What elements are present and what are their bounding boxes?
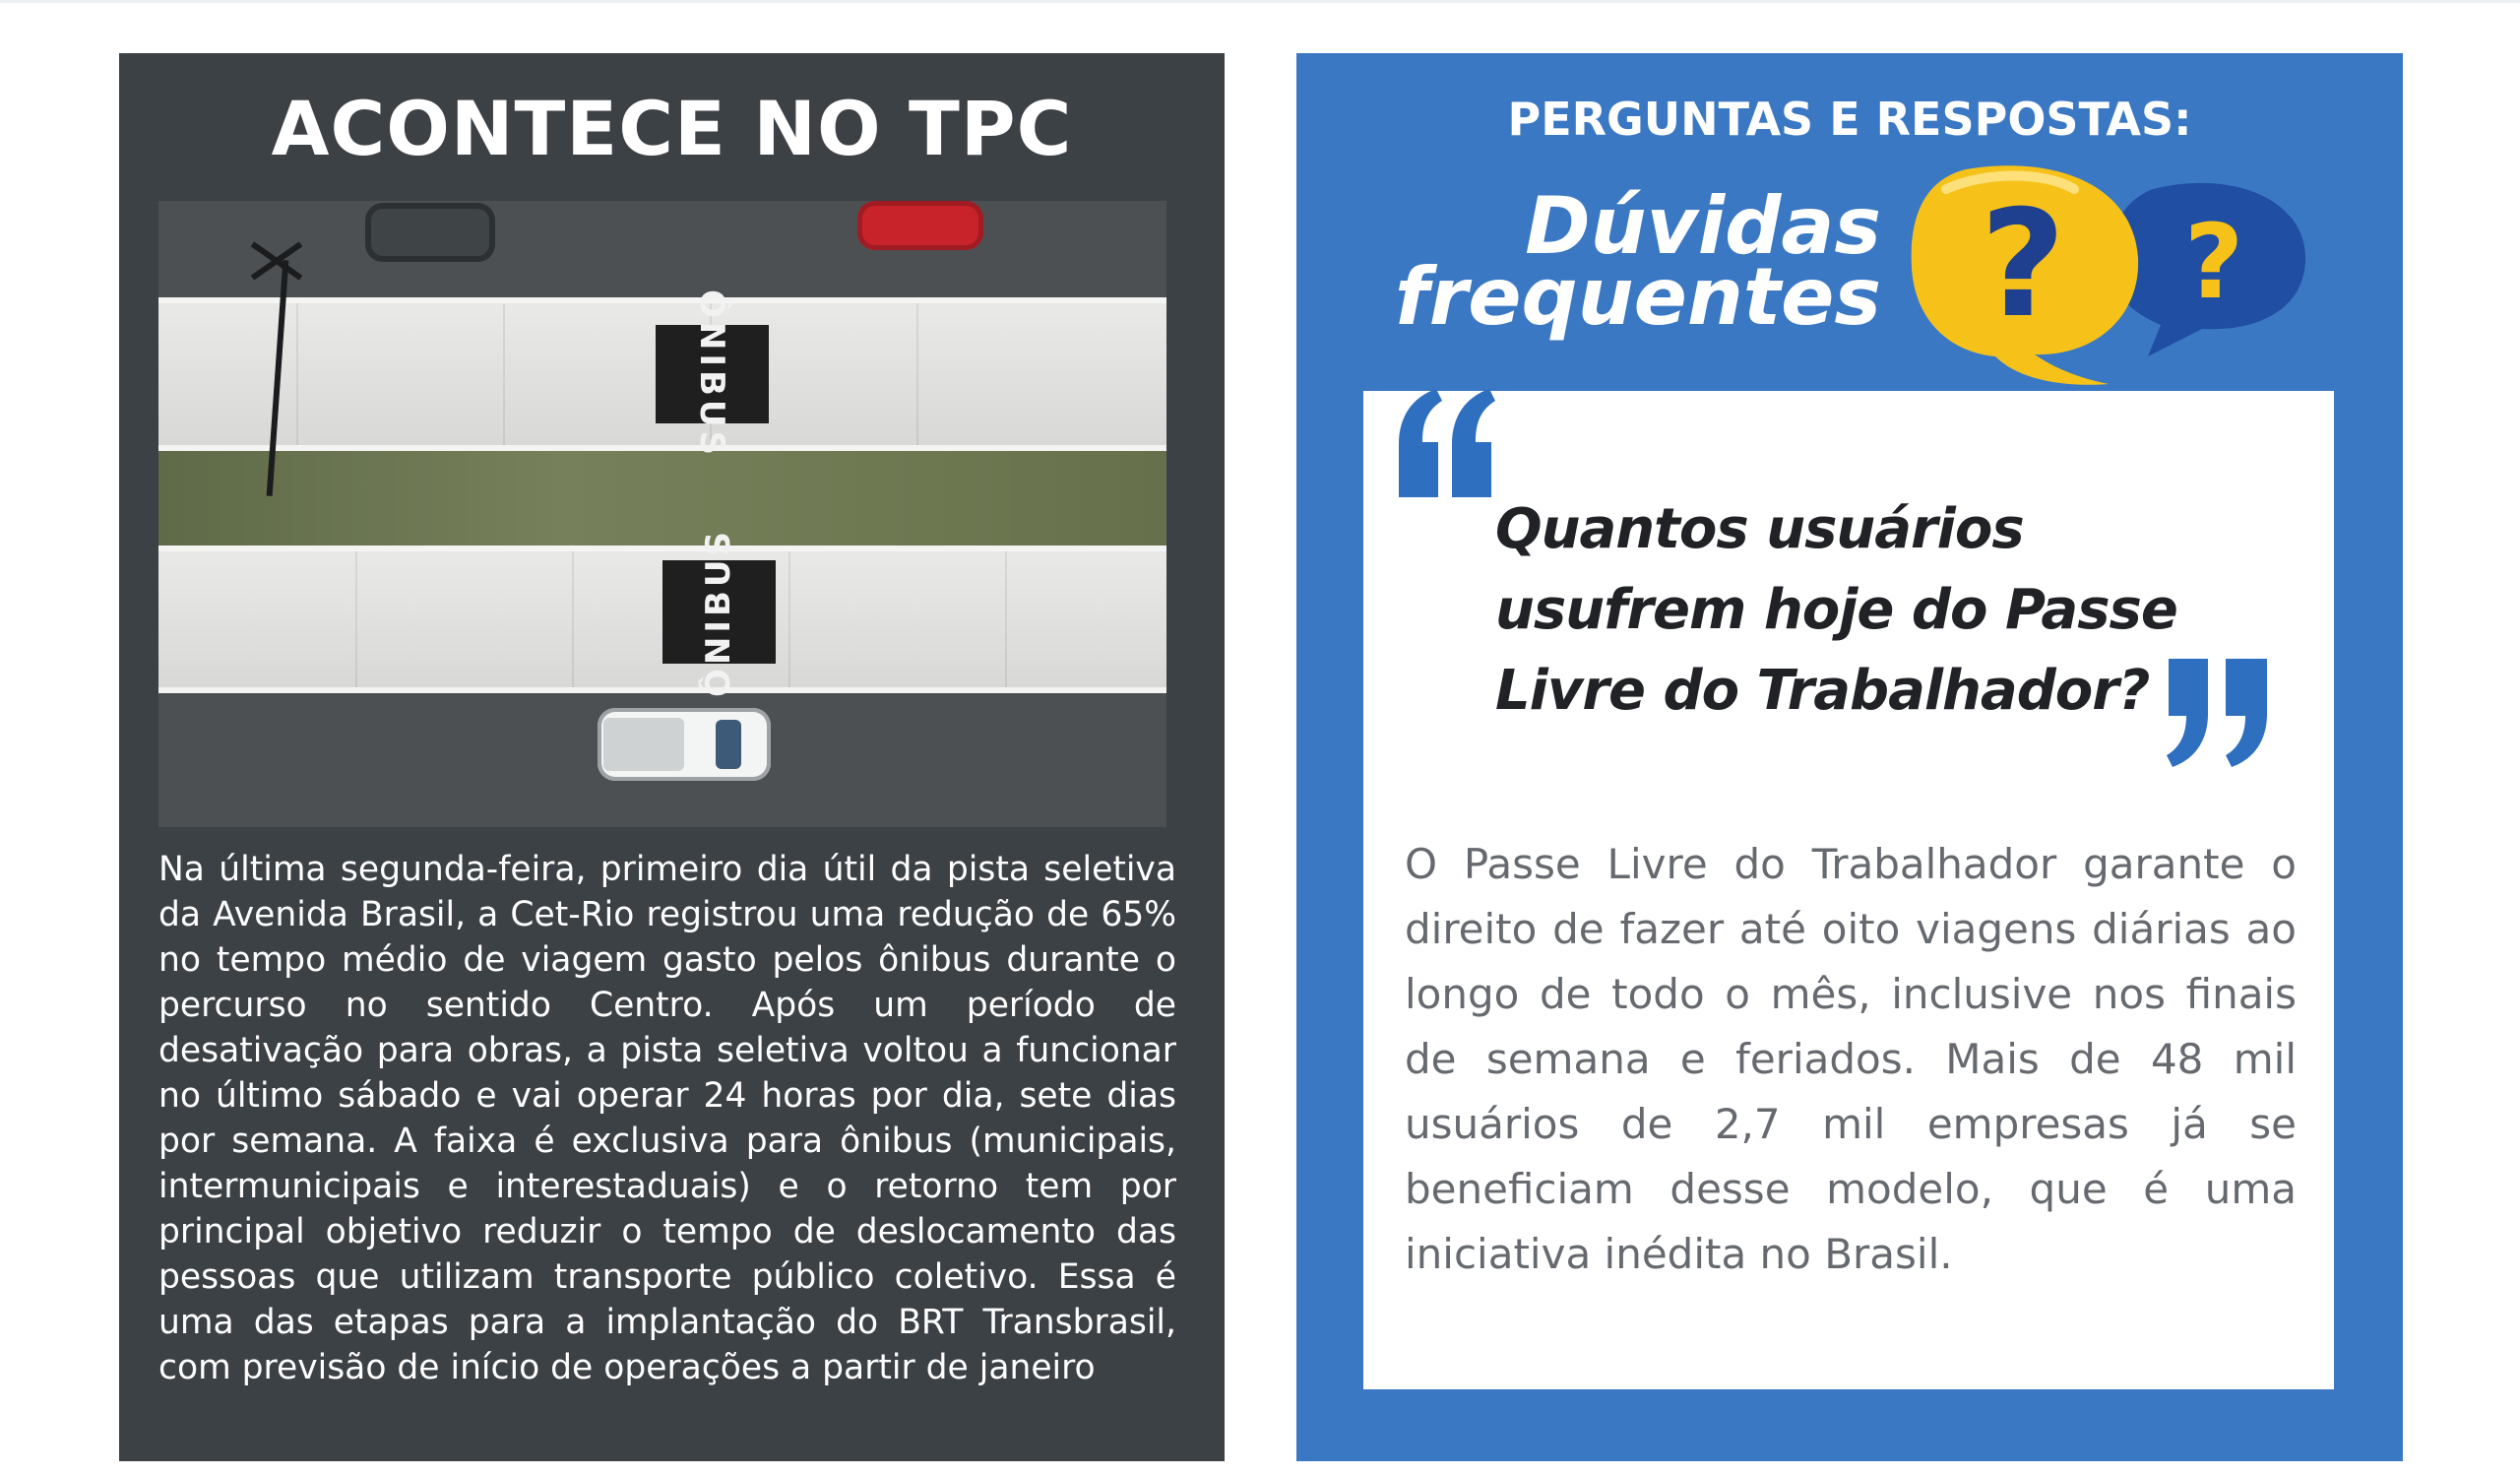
question-mark-small: ? — [2183, 202, 2244, 322]
faq-question: Quantos usuários usufrem hoje do Passe Livre do Trabalhador? — [1495, 497, 2177, 723]
faq-card — [1363, 391, 2334, 1389]
news-article-body: Na última segunda-feira, primeiro dia útil da pista seletiva da Avenida Brasil, a Cet-Rio registrou uma redução de 65% no tempo médio de viagem gasto pelos ônibus durante o percurso no sentido Centro. Após um período de desativação para obras, a pista seletiva voltou a funcionar no último sábado e vai operar 24 horas por dia, sete dias por semana. A faixa é exclusiva para ônibus (municipais, intermunicipais e interestaduais) e o retorno tem por principal objetivo reduzir o tempo de deslocamento das pessoas que utilizam transporte público coletivo. Essa é uma das etapas para a implantação do BRT Transbrasil, com previsão de início de operações a partir de janeiro — [158, 850, 1176, 1387]
faq-panel-title: PERGUNTAS E RESPOSTAS: — [1507, 93, 2192, 146]
truck-bed — [603, 718, 684, 771]
grass-median — [158, 451, 1166, 545]
road-lane-top — [158, 201, 1166, 299]
aerial-road-photo — [158, 201, 1166, 827]
red-car — [857, 201, 983, 250]
lane-seam — [572, 551, 574, 689]
lane-seam — [788, 551, 790, 689]
faq-answer: O Passe Livre do Trabalhador garante o direito de fazer até oito viagens diárias ao longo de todo o mês, inclusive nos finais de semana e feriados. Mais de 48 mil usuários de 2,7 mil empresas já se beneficiam desse modelo, que é uma iniciativa inédita no Brasil. — [1405, 840, 2297, 1278]
lane-seam — [355, 551, 357, 689]
onibus-road-marking — [662, 527, 776, 697]
question-mark-large: ? — [1980, 179, 2066, 351]
news-panel-title: ACONTECE NO TPC — [271, 85, 1073, 172]
lane-seam — [916, 303, 918, 446]
faq-heading — [1394, 180, 1881, 343]
lane-seam — [296, 303, 298, 446]
open-quote-icon — [1391, 387, 1499, 497]
onibus-marking-text: ÔNIBUS — [699, 527, 739, 697]
top-divider-line — [0, 0, 2520, 3]
question-bubbles-icon — [1907, 160, 2320, 386]
truck-windshield — [716, 720, 741, 769]
lane-seam — [1005, 551, 1007, 689]
dark-car — [365, 203, 495, 262]
onibus-road-marking — [656, 289, 769, 460]
faq-heading-line2: frequentes — [1394, 251, 1881, 343]
faq-heading-line1: Dúvidas — [1525, 180, 1881, 272]
onibus-marking-text: ÔNIBUS — [692, 289, 732, 460]
lane-seam — [503, 303, 505, 446]
news-panel — [119, 53, 1225, 1461]
white-pickup-truck — [598, 708, 771, 781]
faq-panel — [1296, 53, 2403, 1461]
close-quote-icon — [2165, 659, 2275, 769]
